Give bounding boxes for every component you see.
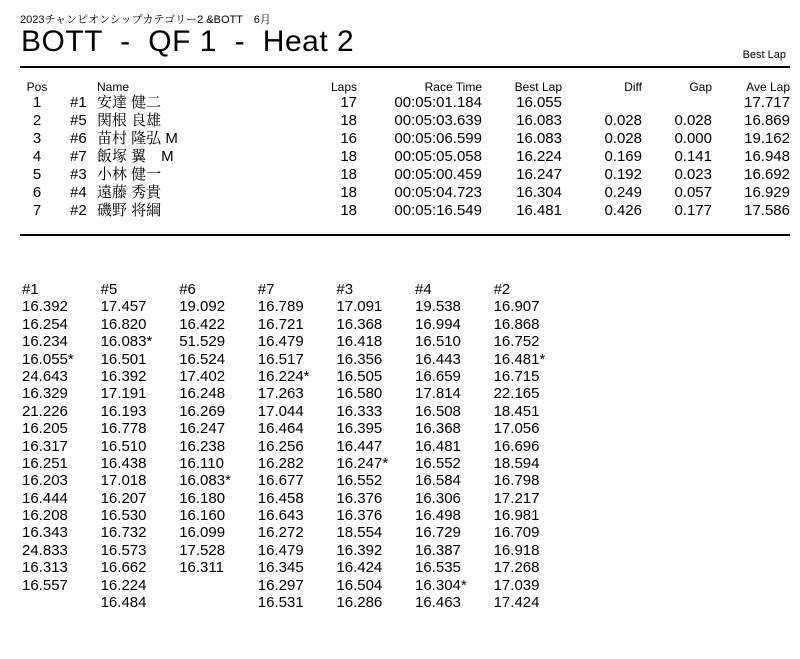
lap-column-header: #3 xyxy=(336,281,354,298)
lap-time: 16.311 xyxy=(179,559,224,577)
lap-time: 16.732 xyxy=(100,524,147,542)
lap-time: 16.820 xyxy=(100,315,147,333)
result-diff xyxy=(562,94,642,112)
lap-time: 16.907 xyxy=(493,298,540,316)
col-pos: Pos xyxy=(26,80,48,94)
result-kart: #3 xyxy=(70,166,87,183)
result-race-time: 00:05:01.184 xyxy=(394,94,482,111)
lap-time: 17.091 xyxy=(336,298,383,316)
lap-time: 16.447 xyxy=(336,437,383,455)
result-pos: 2 xyxy=(32,112,42,129)
lap-time: 24.643 xyxy=(22,367,68,385)
result-best-lap: 16.083 xyxy=(516,130,562,147)
lap-time: 16.418 xyxy=(336,333,383,351)
lap-time: 16.248 xyxy=(179,385,226,403)
lap-time: 16.789 xyxy=(257,298,304,316)
lap-time: 16.306 xyxy=(415,489,461,507)
lap-time: 16.269 xyxy=(179,402,226,420)
lap-column-header: #5 xyxy=(100,281,118,298)
lap-time: 16.286 xyxy=(336,594,383,612)
result-name: 飯塚 翼 M xyxy=(97,148,174,165)
lap-time: 16.584 xyxy=(415,472,461,490)
result-race-time: 00:05:16.549 xyxy=(394,202,482,219)
results-row xyxy=(22,166,790,184)
lap-time: 17.268 xyxy=(493,559,540,577)
results-row xyxy=(22,184,790,202)
result-ave-lap: 16.692 xyxy=(744,166,790,183)
report-subtitle: 2023チャンピオンシップカテゴリー2 &BOTT 6月 xyxy=(20,14,271,26)
lap-time: 16.981 xyxy=(493,507,540,525)
lap-time: 16.505 xyxy=(336,367,383,385)
lap-time: 16.659 xyxy=(415,367,461,385)
lap-time: 16.524 xyxy=(179,350,226,368)
result-ave-lap: 16.929 xyxy=(744,184,790,201)
col-best-lap: Best Lap xyxy=(514,80,562,94)
result-diff: 0.028 xyxy=(604,112,642,129)
result-race-time: 00:05:04.723 xyxy=(394,184,482,201)
result-gap: 0.177 xyxy=(674,202,712,219)
lap-time: 16.677 xyxy=(257,472,304,490)
lap-time: 16.557 xyxy=(22,576,68,594)
result-gap: 0.000 xyxy=(674,130,712,147)
result-laps: 18 xyxy=(340,148,357,165)
result-ave-lap: 19.162 xyxy=(744,130,790,147)
result-best-lap: 16.481 xyxy=(516,202,562,219)
results-row xyxy=(22,130,790,148)
results-row xyxy=(22,94,790,112)
col-ave-lap: Ave Lap xyxy=(746,80,790,94)
result-laps: 18 xyxy=(340,112,357,129)
result-ave-lap: 16.869 xyxy=(744,112,790,129)
lap-time: 16.313 xyxy=(22,559,68,577)
lap-time: 16.368 xyxy=(336,315,383,333)
lap-time: 16.256 xyxy=(257,437,304,455)
result-name: 関根 良雄 xyxy=(97,112,162,129)
result-laps: 17 xyxy=(340,94,357,111)
lap-time: 16.272 xyxy=(257,524,304,542)
lap-time: 18.554 xyxy=(336,524,383,542)
lap-time: 16.160 xyxy=(179,507,226,525)
lap-time: 16.918 xyxy=(493,541,540,559)
lap-time: 17.191 xyxy=(100,385,147,403)
lap-time: 16.297 xyxy=(257,576,304,594)
result-name: 磯野 将綱 xyxy=(97,202,162,219)
col-laps: Laps xyxy=(330,80,357,94)
lap-time: 16.696 xyxy=(493,437,540,455)
results-row xyxy=(22,148,790,166)
result-pos: 6 xyxy=(32,184,42,201)
results-row xyxy=(22,202,790,220)
lap-time: 16.438 xyxy=(100,454,147,472)
lap-time: 16.463 xyxy=(415,594,461,612)
lap-time: 16.778 xyxy=(100,420,147,438)
lap-time: 16.479 xyxy=(257,541,304,559)
top-divider xyxy=(20,66,790,68)
lap-time: 17.217 xyxy=(493,489,540,507)
lap-column xyxy=(101,281,181,611)
lap-time: 17.018 xyxy=(100,472,147,490)
result-pos: 7 xyxy=(32,202,42,219)
lap-time: 16.247 xyxy=(179,420,226,438)
result-race-time: 00:05:06.599 xyxy=(394,130,482,147)
lap-column xyxy=(494,281,574,611)
result-best-lap: 16.247 xyxy=(516,166,562,183)
lap-time: 16.205 xyxy=(22,420,68,438)
lap-time: 16.392 xyxy=(22,298,68,316)
lap-time: 16.317 xyxy=(22,437,68,455)
lap-time: 16.282 xyxy=(257,454,304,472)
lap-time: 16.110 xyxy=(179,454,224,472)
lap-time: 17.039 xyxy=(493,576,540,594)
lap-time: 16.368 xyxy=(415,420,461,438)
lap-time: 16.481 xyxy=(415,437,461,455)
lap-time: 18.594 xyxy=(493,454,540,472)
lap-time: 16.345 xyxy=(257,559,304,577)
lap-time: 16.531 xyxy=(257,594,304,612)
result-kart: #7 xyxy=(70,148,87,165)
lap-time: 16.392 xyxy=(336,541,383,559)
lap-time: 16.715 xyxy=(493,367,540,385)
lap-time: 16.356 xyxy=(336,350,383,368)
lap-time: 16.083* xyxy=(179,472,231,490)
result-best-lap: 16.055 xyxy=(516,94,562,111)
result-kart: #2 xyxy=(70,202,87,219)
lap-time: 16.099 xyxy=(179,524,226,542)
lap-time: 16.517 xyxy=(257,350,304,368)
sort-mode-label: Best Lap xyxy=(742,49,786,61)
lap-column xyxy=(258,281,338,611)
lap-time: 16.208 xyxy=(22,507,68,525)
result-diff: 0.249 xyxy=(604,184,642,201)
report-title: BOTT - QF 1 - Heat 2 xyxy=(21,25,355,58)
lap-time: 17.424 xyxy=(493,594,540,612)
result-gap: 0.028 xyxy=(674,112,712,129)
result-diff: 0.169 xyxy=(604,148,642,165)
lap-time: 16.343 xyxy=(22,524,68,542)
result-gap: 0.057 xyxy=(674,184,712,201)
lap-column-header: #7 xyxy=(257,281,275,298)
lap-time: 24.833 xyxy=(22,541,68,559)
result-ave-lap: 16.948 xyxy=(744,148,790,165)
lap-time: 16.752 xyxy=(493,333,540,351)
lap-time: 16.458 xyxy=(257,489,304,507)
result-name: 遠藤 秀貴 xyxy=(97,184,162,201)
col-diff: Diff xyxy=(624,80,642,94)
bottom-divider xyxy=(20,234,790,236)
lap-time: 51.529 xyxy=(179,333,226,351)
lap-time: 16.247* xyxy=(336,454,389,472)
lap-time: 16.481* xyxy=(493,350,546,368)
lap-time: 16.643 xyxy=(257,507,304,525)
lap-column xyxy=(22,281,102,594)
result-laps: 16 xyxy=(340,130,357,147)
lap-time: 16.510 xyxy=(100,437,147,455)
lap-time: 19.538 xyxy=(415,298,461,316)
result-best-lap: 16.304 xyxy=(516,184,562,201)
lap-time: 21.226 xyxy=(22,402,68,420)
result-pos: 1 xyxy=(32,94,42,111)
lap-time: 17.814 xyxy=(415,385,461,403)
lap-time: 16.055* xyxy=(22,350,74,368)
col-gap: Gap xyxy=(689,80,712,94)
result-name: 苗村 隆弘 M xyxy=(97,130,178,147)
lap-time: 16.580 xyxy=(336,385,383,403)
lap-time: 16.709 xyxy=(493,524,540,542)
lap-time: 16.254 xyxy=(22,315,68,333)
result-kart: #1 xyxy=(70,94,87,111)
lap-time: 16.422 xyxy=(179,315,226,333)
result-gap: 0.141 xyxy=(674,148,712,165)
lap-column-header: #4 xyxy=(415,281,432,298)
lap-time: 16.387 xyxy=(415,541,461,559)
result-race-time: 00:05:03.639 xyxy=(394,112,482,129)
result-kart: #4 xyxy=(70,184,87,201)
lap-time: 16.207 xyxy=(100,489,147,507)
lap-time: 16.868 xyxy=(493,315,540,333)
result-laps: 18 xyxy=(340,166,357,183)
result-ave-lap: 17.586 xyxy=(744,202,790,219)
lap-time: 16.729 xyxy=(415,524,461,542)
lap-time: 16.395 xyxy=(336,420,383,438)
lap-time: 16.329 xyxy=(22,385,68,403)
lap-column xyxy=(336,281,416,611)
result-diff: 0.426 xyxy=(604,202,642,219)
result-best-lap: 16.083 xyxy=(516,112,562,129)
lap-time: 17.056 xyxy=(493,420,540,438)
results-row xyxy=(22,112,790,130)
results-table xyxy=(22,81,790,220)
lap-time: 16.535 xyxy=(415,559,461,577)
lap-time: 16.392 xyxy=(100,367,147,385)
lap-time: 16.484 xyxy=(100,594,147,612)
result-race-time: 00:05:05.058 xyxy=(394,148,482,165)
lap-time: 16.224 xyxy=(100,576,147,594)
results-header-row xyxy=(22,81,790,94)
result-pos: 5 xyxy=(32,166,42,183)
lap-time: 16.510 xyxy=(415,333,461,351)
lap-time: 16.376 xyxy=(336,489,383,507)
result-kart: #5 xyxy=(70,112,87,129)
lap-time: 16.464 xyxy=(257,420,304,438)
lap-time: 16.083* xyxy=(100,333,153,351)
result-best-lap: 16.224 xyxy=(516,148,562,165)
col-race-time: Race Time xyxy=(424,80,482,94)
lap-time: 17.263 xyxy=(257,385,304,403)
lap-time: 16.498 xyxy=(415,507,461,525)
lap-time: 16.443 xyxy=(415,350,461,368)
result-ave-lap: 17.717 xyxy=(744,94,790,111)
lap-time: 16.180 xyxy=(179,489,226,507)
result-gap xyxy=(642,94,712,112)
result-laps: 18 xyxy=(340,202,357,219)
result-diff: 0.192 xyxy=(604,166,642,183)
lap-time: 16.552 xyxy=(336,472,383,490)
lap-column-header: #6 xyxy=(179,281,196,298)
result-kart: #6 xyxy=(70,130,87,147)
lap-time: 16.224* xyxy=(257,367,310,385)
lap-time: 18.451 xyxy=(493,402,540,420)
result-diff: 0.028 xyxy=(604,130,642,147)
lap-column xyxy=(415,281,495,611)
lap-time: 16.573 xyxy=(100,541,147,559)
lap-time: 16.662 xyxy=(100,559,147,577)
result-race-time: 00:05:00.459 xyxy=(394,166,482,183)
lap-time: 16.508 xyxy=(415,402,461,420)
lap-time: 19.092 xyxy=(179,298,226,316)
lap-time: 17.528 xyxy=(179,541,226,559)
lap-time: 16.479 xyxy=(257,333,304,351)
lap-column xyxy=(179,281,259,577)
lap-time: 17.457 xyxy=(100,298,147,316)
lap-time: 16.424 xyxy=(336,559,383,577)
result-name: 安達 健二 xyxy=(97,94,162,111)
lap-time: 17.402 xyxy=(179,367,226,385)
lap-time: 16.552 xyxy=(415,454,461,472)
lap-time: 16.333 xyxy=(336,402,383,420)
col-name: Name xyxy=(97,80,130,94)
lap-time: 16.193 xyxy=(100,402,147,420)
lap-time: 16.994 xyxy=(415,315,461,333)
lap-time: 16.203 xyxy=(22,472,68,490)
result-pos: 3 xyxy=(32,130,42,147)
lap-time: 16.376 xyxy=(336,507,383,525)
result-laps: 18 xyxy=(340,184,357,201)
lap-time: 22.165 xyxy=(493,385,540,403)
result-gap: 0.023 xyxy=(674,166,712,183)
lap-time: 16.501 xyxy=(100,350,147,368)
lap-time: 16.798 xyxy=(493,472,540,490)
lap-time: 17.044 xyxy=(257,402,304,420)
result-name: 小林 健一 xyxy=(97,166,162,183)
lap-time: 16.530 xyxy=(100,507,147,525)
lap-time: 16.304* xyxy=(415,576,467,594)
lap-column-header: #2 xyxy=(493,281,511,298)
col-kart xyxy=(52,81,97,94)
lap-time: 16.251 xyxy=(22,454,68,472)
lap-time: 16.238 xyxy=(179,437,226,455)
lap-column-header: #1 xyxy=(22,281,39,298)
result-pos: 4 xyxy=(32,148,42,165)
lap-time: 16.721 xyxy=(257,315,304,333)
lap-time: 16.444 xyxy=(22,489,68,507)
lap-time: 16.504 xyxy=(336,576,383,594)
lap-time: 16.234 xyxy=(22,333,68,351)
